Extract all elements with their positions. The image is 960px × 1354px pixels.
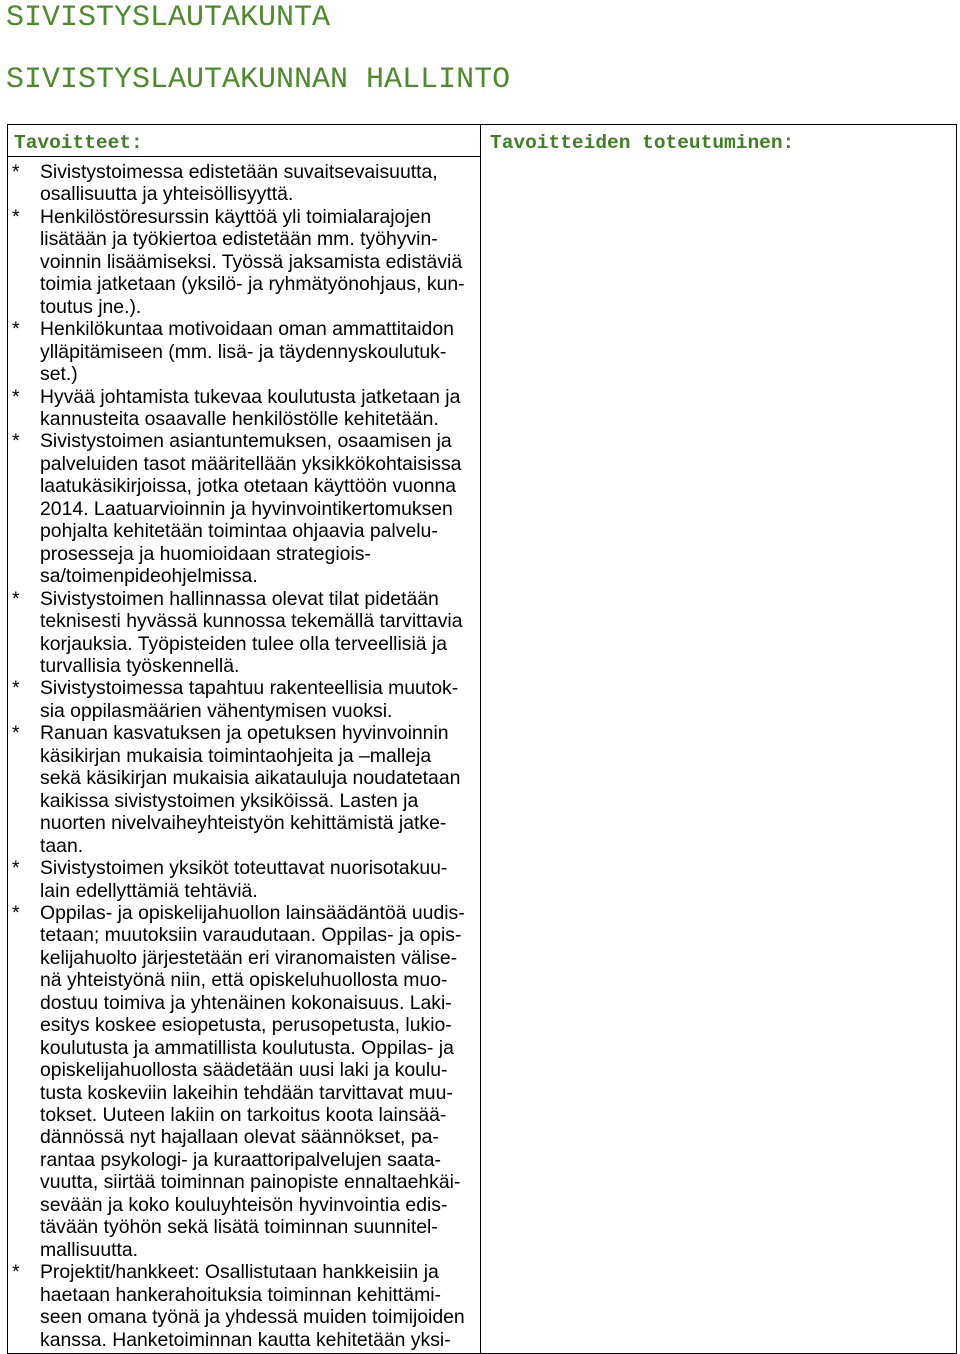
goal-item	[0, 722, 480, 857]
goal-item	[0, 161, 480, 206]
goal-item	[0, 902, 480, 1261]
goal-line	[0, 745, 480, 767]
goal-line	[0, 1037, 480, 1059]
goal-line	[0, 161, 480, 183]
goal-line-text: osallisuutta ja yhteisöllisyyttä.	[40, 183, 294, 206]
goal-line	[0, 1014, 480, 1036]
goal-line-text: voinnin lisäämiseksi. Työssä jaksamista edistäviä	[40, 250, 463, 273]
goal-line-text: nuorten nivelvaiheyhteistyön kehittämistä jatke-	[40, 812, 447, 835]
goal-line-text: sekä käsikirjan mukaisia aikatauluja noudatetaan	[40, 767, 461, 790]
goal-line	[0, 1126, 480, 1148]
goal-line	[0, 1261, 480, 1283]
goal-line	[0, 677, 480, 699]
goal-line-text: Henkilökuntaa motivoidaan oman ammattitaidon	[40, 318, 454, 341]
goal-line	[0, 430, 480, 452]
goal-item	[0, 430, 480, 587]
goal-line-text: Sivistystoimen hallinnassa olevat tilat pidetään	[40, 587, 439, 610]
goal-line	[0, 633, 480, 655]
goal-line-text: tävään työhön sekä lisätä toiminnan suunnitel-	[40, 1216, 438, 1239]
goal-line	[0, 1329, 480, 1351]
goal-line-text: sia oppilasmäärien vähentymisen vuoksi.	[40, 699, 393, 722]
goal-line-text: lisätään ja työkiertoa edistetään mm. työhyvin-	[40, 228, 438, 251]
bullet-marker: *	[12, 677, 20, 700]
goal-line	[0, 543, 480, 565]
goal-line	[0, 1284, 480, 1306]
goal-line	[0, 947, 480, 969]
goal-line-text: palveluiden tasot määritellään yksikkökohtaisissa	[40, 452, 462, 475]
bullet-marker: *	[12, 318, 20, 341]
goal-line	[0, 790, 480, 812]
goal-item	[0, 1261, 480, 1351]
goal-line-text: käsikirjan mukaisia toimintaohjeita ja –malleja	[40, 744, 432, 767]
outcomes-header: Tavoitteiden toteutuminen:	[490, 132, 795, 154]
goal-line-text: Sivistystoimessa tapahtuu rakenteellisia muutok-	[40, 677, 459, 700]
goal-line	[0, 857, 480, 879]
goal-item	[0, 318, 480, 385]
goal-item	[0, 677, 480, 722]
goal-line-text: toutus jne.).	[40, 295, 142, 318]
goal-line-text: haetaan hankerahoituksia toiminnan kehittämi-	[40, 1283, 441, 1306]
goal-line	[0, 341, 480, 363]
goal-item	[0, 386, 480, 431]
goal-line	[0, 273, 480, 295]
goal-line	[0, 1306, 480, 1328]
bullet-marker: *	[12, 430, 20, 453]
goal-line-text: nä yhteistyönä niin, että opiskeluhuollosta muo-	[40, 969, 448, 992]
goal-item	[0, 588, 480, 678]
goal-line-text: prosesseja ja huomioidaan strategiois-	[40, 542, 371, 565]
goal-line	[0, 296, 480, 318]
goal-line-text: laatukäsikirjoissa, jotka otetaan käyttöön vuonna	[40, 475, 457, 498]
goal-line-text: set.)	[40, 363, 78, 386]
goal-line-text: turvallisia työskennellä.	[40, 654, 240, 677]
column-divider	[480, 125, 481, 1353]
bullet-marker: *	[12, 205, 20, 228]
goal-line	[0, 520, 480, 542]
goal-line	[0, 498, 480, 520]
goal-line	[0, 722, 480, 744]
goal-line-text: opiskelijahuollosta säädetään uusi laki ja koulu-	[40, 1059, 448, 1082]
goal-line-text: kanssa. Hanketoiminnan kautta kehitetään yksi-	[40, 1328, 451, 1351]
goals-column	[0, 161, 480, 1351]
goal-line	[0, 1239, 480, 1261]
goal-line-text: Oppilas- ja opiskelijahuollon lainsäädäntöä uudis-	[40, 901, 465, 924]
goal-line	[0, 386, 480, 408]
goal-line-text: rantaa psykologi- ja kuraattoripalvelujen saata-	[40, 1148, 441, 1171]
goal-line-text: teknisesti hyvässä kunnossa tekemällä tarvittavia	[40, 610, 463, 633]
goal-line-text: Projektit/hankkeet: Osallistutaan hankkeisiin ja	[40, 1261, 439, 1284]
goal-line	[0, 969, 480, 991]
goal-line	[0, 1149, 480, 1171]
goal-line	[0, 1104, 480, 1126]
goal-line	[0, 228, 480, 250]
goal-line	[0, 1194, 480, 1216]
goal-line	[0, 1171, 480, 1193]
goal-line	[0, 700, 480, 722]
bullet-marker: *	[12, 857, 20, 880]
goal-line-text: lain edellyttämiä tehtäviä.	[40, 879, 258, 902]
goal-line-text: vuutta, siirtää toiminnan painopiste ennaltaehkäi-	[40, 1171, 461, 1194]
goal-line-text: taan.	[40, 834, 84, 857]
goal-line-text: Ranuan kasvatuksen ja opetuksen hyvinvoinnin	[40, 722, 449, 745]
goals-header: Tavoitteet:	[14, 132, 143, 154]
goal-line	[0, 1216, 480, 1238]
section-title: SIVISTYSLAUTAKUNNAN HALLINTO	[6, 63, 511, 97]
goal-line-text: Sivistystoimen yksiköt toteuttavat nuorisotakuu-	[40, 857, 448, 880]
bullet-marker: *	[12, 587, 20, 610]
goal-line-text: dännössä nyt hajallaan olevat säännökset, pa-	[40, 1126, 439, 1149]
goal-line-text: tetaan; muutoksiin varaudutaan. Oppilas- ja opis-	[40, 924, 462, 947]
goal-line	[0, 902, 480, 924]
goal-item	[0, 206, 480, 318]
goal-line	[0, 565, 480, 587]
goal-line	[0, 588, 480, 610]
goal-line-text: kaikissa sivistystoimen yksiköissä. Lasten ja	[40, 789, 419, 812]
goal-line-text: sa/toimenpideohjelmissa.	[40, 565, 258, 588]
goal-line	[0, 655, 480, 677]
goal-line-text: 2014. Laatuarvioinnin ja hyvinvointikertomuksen	[40, 497, 453, 520]
goal-line-text: Henkilöstöresurssin käyttöä yli toimialarajojen	[40, 205, 432, 228]
goal-line	[0, 812, 480, 834]
bullet-marker: *	[12, 1261, 20, 1284]
goal-line-text: esitys koskee esiopetusta, perusopetusta, lukio-	[40, 1014, 452, 1037]
goal-line-text: sevään ja koko kouluyhteisön hyvinvointia edis-	[40, 1193, 448, 1216]
goal-line	[0, 408, 480, 430]
goal-line-text: korjauksia. Työpisteiden tulee olla terveellisiä ja	[40, 632, 448, 655]
goal-line	[0, 475, 480, 497]
goal-line	[0, 835, 480, 857]
goal-line-text: seen omana työnä ja yhdessä muiden toimijoiden	[40, 1306, 465, 1329]
goal-line-text: dostuu toimiva ja yhtenäinen kokonaisuus. Laki-	[40, 991, 452, 1014]
goal-line	[0, 183, 480, 205]
goal-line	[0, 924, 480, 946]
goal-item	[0, 857, 480, 902]
goal-line	[0, 1059, 480, 1081]
goal-line	[0, 453, 480, 475]
goal-line	[0, 1082, 480, 1104]
goal-line-text: toimia jatketaan (yksilö- ja ryhmätyönohjaus, kun-	[40, 273, 465, 296]
page-title: SIVISTYSLAUTAKUNTA	[6, 1, 331, 35]
goal-line-text: Sivistystoimen asiantuntemuksen, osaamisen ja	[40, 430, 452, 453]
goal-line	[0, 251, 480, 273]
goal-line-text: ylläpitämiseen (mm. lisä- ja täydennyskoulutuk-	[40, 340, 447, 363]
goal-line	[0, 992, 480, 1014]
bullet-marker: *	[12, 385, 20, 408]
goal-line-text: pohjalta kehitetään toimintaa ohjaavia palvelu-	[40, 520, 438, 543]
bullet-marker: *	[12, 901, 20, 924]
goal-line-text: Sivistystoimessa edistetään suvaitsevaisuutta,	[40, 161, 438, 183]
goal-line	[0, 880, 480, 902]
goal-line	[0, 363, 480, 385]
goal-line	[0, 206, 480, 228]
goal-line	[0, 610, 480, 632]
goal-line-text: mallisuutta.	[40, 1238, 139, 1261]
goal-line-text: tusta koskeviin lakeihin tehdään tarvittavat muu-	[40, 1081, 453, 1104]
goal-line-text: koulutusta ja ammatillista koulutusta. Oppilas- ja	[40, 1036, 454, 1059]
bullet-marker: *	[12, 722, 20, 745]
goal-line-text: kannusteita osaavalle henkilöstölle kehitetään.	[40, 407, 439, 430]
goal-line-text: Hyvää johtamista tukevaa koulutusta jatketaan ja	[40, 385, 461, 408]
goal-line	[0, 767, 480, 789]
goal-line-text: kelijahuolto järjestetään eri viranomaisten välise-	[40, 946, 458, 969]
goal-line-text: tokset. Uuteen lakiin on tarkoitus koota lainsää-	[40, 1104, 447, 1127]
goal-line	[0, 318, 480, 340]
bullet-marker: *	[12, 161, 20, 183]
